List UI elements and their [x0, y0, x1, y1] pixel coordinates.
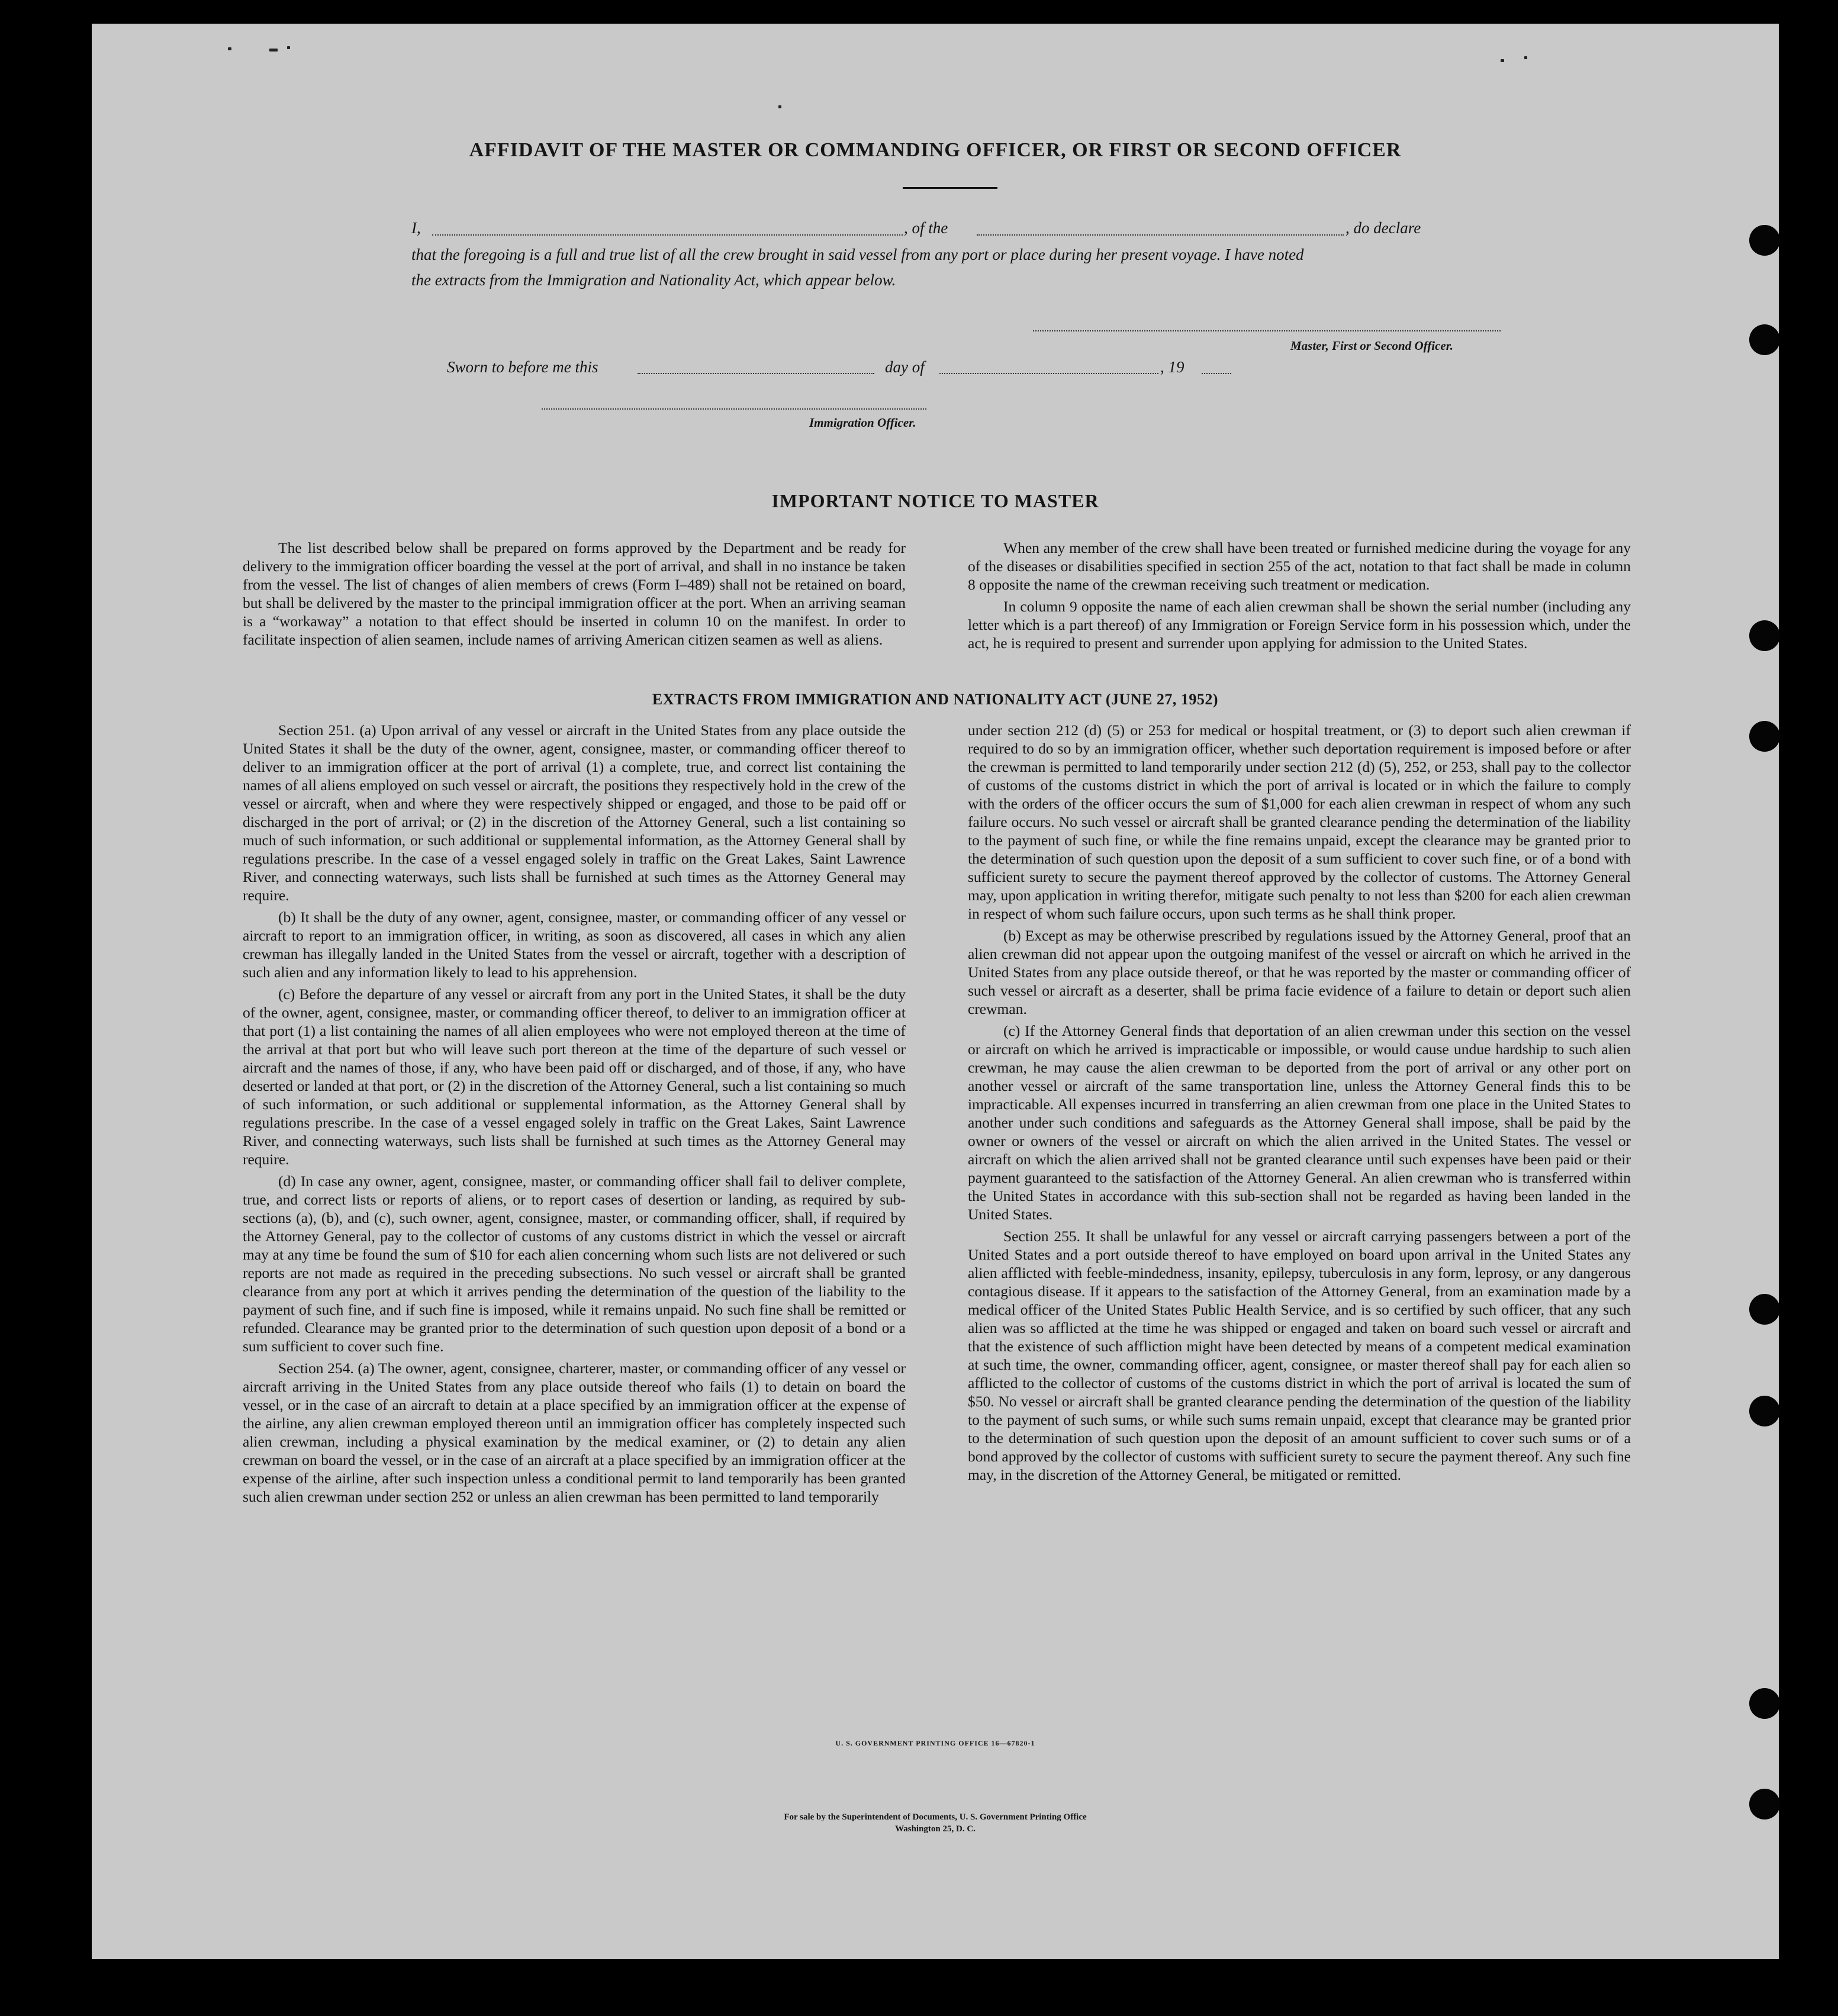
extract-section-251c: (c) Before the departure of any vessel or aircraft from any port in the United States, it shall be the duty of the owner, agent, consignee, master, or commanding officer thereof, to deliver to an immigration officer at that port (1) a list containing the names of all alien employees who were not employed thereon at the time of the arrival at that port but who will leave such port thereon at the time of the departure of such vessel or aircraft and the names of those, if any, who have been paid off or discharged, and of those, if any, who have deserted or landed at that port, or (2) in the discretion of the Attorney General, such a list containing so much of such information, or such additional or supplemental information, as the Attorney General shall by regulations prescribe. In the case of a vessel engaged solely in traffic on the Great Lakes, Saint Lawrence River, and connecting waterways, such lists shall be furnished at such times as the Attorney General may require.	[243, 986, 906, 1168]
affidavit-line-2: that the foregoing is a full and true list of all the crew brought in said vessel from any port or place during her present voyage. I have noted	[411, 246, 1304, 263]
sworn-year-field[interactable]	[1202, 373, 1231, 374]
notice-right-column	[968, 539, 1631, 656]
punch-hole	[1749, 1396, 1780, 1426]
extract-section-254a: Section 254. (a) The owner, agent, consignee, charterer, master, or commanding officer of any vessel or aircraft arriving in the United States from any place outside thereof who fails (1) to detain on board the vessel, or in the case of an aircraft to detain at a place specified by an immigration officer at the expense of the airline, any alien crewman employed thereon until an immigration officer has completely inspected such alien crewman, including a physical examination by the medical examiner, or (2) to detain any alien crewman on board the vessel, or in the case of an aircraft at a place specified by an immigration officer at the expense of the airline, after such inspection unless a conditional permit to land temporarily has been granted such alien crewman under section 252 or unless an alien crewman has been permitted to land temporarily	[243, 1360, 906, 1505]
declarant-name-field[interactable]	[432, 234, 903, 236]
affidavit-do-declare: , do declare	[1345, 219, 1421, 237]
notice-right-paragraph-2: In column 9 opposite the name of each alien crewman shall be shown the serial number (including any letter which is a part thereof) of any Immigration or Foreign Service form in his possession which, under the act, he is required to present and surrender upon applying for admission to the United States.	[968, 598, 1631, 652]
punch-hole	[1749, 225, 1780, 256]
immigration-officer-signature-field[interactable]	[542, 408, 926, 410]
sworn-day-field[interactable]	[638, 373, 874, 374]
vessel-name-field[interactable]	[977, 234, 1344, 236]
day-of-label: day of	[885, 358, 925, 376]
immigration-officer-label: Immigration Officer.	[809, 416, 916, 430]
document-page	[92, 24, 1779, 1959]
extracts-title: EXTRACTS FROM IMMIGRATION AND NATIONALITY ACT (JUNE 27, 1952)	[652, 691, 1219, 708]
extract-section-254c: (c) If the Attorney General finds that deportation of an alien crewman under this section on the vessel or aircraft on which he arrived is impracticable or impossible, or would cause undue hardship to such alien crewman, he may cause the alien crewman to be deported from the port of arrival or any other port on another vessel or aircraft of the same transportation line, unless the Attorney General finds this to be impracticable. All expenses incurred in transferring an alien crewman from one place in the United States to another under such conditions and safeguards as the Attorney General shall impose, shall be paid by the owner or owners of the vessel or aircraft on which the alien arrived in the United States. The vessel or aircraft on which the alien arrived shall not be granted clearance until such expenses have been paid or their payment guaranteed to the satisfaction of the Attorney General. An alien crewman who is transferred within the United States in accordance with this sub-section shall not be regarded as having been landed in the United States.	[968, 1022, 1631, 1223]
extract-section-255: Section 255. It shall be unlawful for any vessel or aircraft carrying passengers between a port of the United States and a port outside thereof to have employed on board upon arrival in the United States any alien afflicted with feeble-mindedness, insanity, epilepsy, tuberculosis in any form, leprosy, or any dangerous contagious disease. If it appears to the satisfaction of the Attorney General, from an examination made by a medical officer of the United States Public Health Service, and is so certified by such officer, that any such alien was so afflicted at the time he was shipped or engaged and taken on board such vessel or aircraft and that the existence of such affliction might have been detected by means of a competent medical examination at such time, the owner, commanding officer, agent, consignee, or master thereof shall pay for each alien so afflicted to the collector of customs of the customs district in which the port of arrival is located the sum of $50. No vessel or aircraft shall be granted clearance pending the determination of the question of the liability to the payment of such sums, or while such sums remain unpaid, except that clearance may be granted prior to the determination of such question upon the deposit of an amount sufficient to cover such sums or of a bond approved by the collector of customs with sufficient surety to secure the payment thereof. Any such fine may, in the discretion of the Attorney General, be mitigated or remitted.	[968, 1228, 1631, 1483]
scan-speck	[269, 49, 278, 51]
year-label: , 19	[1160, 358, 1184, 376]
printer-line: U. S. GOVERNMENT PRINTING OFFICE 16—67820-1	[835, 1739, 1035, 1747]
affidavit-i-label: I,	[411, 219, 421, 237]
affidavit-title: AFFIDAVIT OF THE MASTER OR COMMANDING OFFICER, OR FIRST OR SECOND OFFICER	[469, 139, 1402, 161]
footer-line-1: For sale by the Superintendent of Documents, U. S. Government Printing Office	[784, 1812, 1087, 1822]
punch-hole	[1749, 721, 1780, 752]
extract-section-254b: (b) Except as may be otherwise prescribed by regulations issued by the Attorney General, proof that an alien crewman did not appear upon the outgoing manifest of the vessel or aircraft on which he arrived in the United States from any place outside thereof, or that he was reported by the master or commanding officer of such vessel or aircraft as a deserter, shall be prima facie evidence of a failure to detain or deport such alien crewman.	[968, 927, 1631, 1017]
notice-left-paragraph: The list described below shall be prepared on forms approved by the Department and be ready for delivery to the immigration officer boarding the vessel at the port of arrival, and shall in no instance be taken from the vessel. The list of changes of alien members of crews (Form I–489) shall not be retained on board, but shall be delivered by the master to the principal immigration officer at the port. When an arriving seaman is a “workaway” a notation to that effect should be inserted in column 10 on the manifest. In order to facilitate inspection of alien seamen, include names of arriving American citizen seamen as well as aliens.	[243, 539, 906, 648]
affidavit-of-the: , of the	[904, 219, 948, 237]
extracts-left-column	[243, 721, 906, 1509]
punch-hole	[1749, 1294, 1780, 1325]
sworn-label: Sworn to before me this	[447, 358, 598, 376]
affidavit-line-3: the extracts from the Immigration and Nationality Act, which appear below.	[411, 271, 896, 289]
master-signature-label: Master, First or Second Officer.	[1290, 339, 1453, 353]
notice-title: IMPORTANT NOTICE TO MASTER	[771, 490, 1099, 511]
extract-section-251a: Section 251. (a) Upon arrival of any vessel or aircraft in the United States from any place outside the United States it shall be the duty of the owner, agent, consignee, master, or commanding officer thereof to deliver to an immigration officer at the port of arrival (1) a complete, true, and correct list containing the names of all aliens employed on such vessel or aircraft, the positions they respectively hold in the crew of the vessel or aircraft, when and where they were respectively shipped or engaged, and those to be paid off or discharged in the port of arrival; or (2) in the discretion of the Attorney General, such a list containing so much of such information, or such additional or supplemental information, as the Attorney General shall by regulations prescribe. In the case of a vessel engaged solely in traffic on the Great Lakes, Saint Lawrence River, and connecting waterways, such lists shall be furnished at such times as the Attorney General may require.	[243, 722, 906, 904]
extract-section-251b: (b) It shall be the duty of any owner, agent, consignee, master, or commanding officer of any vessel or aircraft to report to an immigration officer, in writing, as soon as discovered, all cases in which any alien crewman has illegally landed in the United States from the vessel or aircraft, together with a description of such alien and any information likely to lead to his apprehension.	[243, 909, 906, 981]
extract-section-251d: (d) In case any owner, agent, consignee, master, or commanding officer shall fail to deliver complete, true, and correct lists or reports of aliens, or to report cases of desertion or landing, as required by sub-sections (a), (b), and (c), such owner, agent, consignee, master, or commanding officer, shall, if required by the Attorney General, pay to the collector of customs of any customs district in which the vessel or aircraft may at any time be found the sum of $10 for each alien concerning whom such lists are not delivered or such reports are not made as required in the preceding subsections. No such vessel or aircraft shall be granted clearance from any port at which it arrives pending the determination of the question of the liability to the payment of such fine, and if such fine is imposed, while it remains unpaid. No such fine shall be remitted or refunded. Clearance may be granted prior to the determination of such question upon deposit of a bond or a sum sufficient to cover such fine.	[243, 1173, 906, 1355]
scan-speck	[287, 46, 290, 49]
scan-speck	[1524, 56, 1527, 59]
scan-speck	[228, 47, 231, 50]
master-signature-field[interactable]	[1033, 330, 1501, 331]
scan-speck	[778, 105, 781, 108]
extracts-right-column	[968, 721, 1631, 1487]
sworn-month-field[interactable]	[939, 373, 1158, 374]
notice-right-paragraph-1: When any member of the crew shall have been treated or furnished medicine during the voyage for any of the diseases or disabilities specified in section 255 of the act, notation to that fact shall be made in column 8 opposite the name of the crewman receiving such treatment or medication.	[968, 539, 1631, 593]
extract-section-254a-cont: under section 212 (d) (5) or 253 for medical or hospital treatment, or (3) to deport such alien crewman if required to do so by an immigration officer, whether such deportation requirement is imposed before or after the crewman is permitted to land temporarily under section 212 (d) (5), 252, or 253, shall pay to the collector of customs of the customs district in which the port of arrival is located or in which the failure to comply with the orders of the officer occurs the sum of $1,000 for each alien crewman in respect of whom any such failure occurs. No such vessel or aircraft shall be granted clearance pending the determination of the liability to the payment of such fine, or while the fine remains unpaid, except the clearance may be granted prior to the determination of such question upon the deposit of a sum sufficient to cover such fine, or of a bond with sufficient surety to secure the payment thereof approved by the collector of customs. The Attorney General may, upon application in writing therefor, mitigate such penalty to not less than $200 for each alien crewman in respect of whom such failure occurs, upon such terms as he shall think proper.	[968, 722, 1631, 922]
footer-line-2: Washington 25, D. C.	[895, 1824, 976, 1834]
notice-left-column	[243, 539, 906, 652]
title-rule	[903, 187, 997, 189]
punch-hole	[1749, 324, 1780, 355]
punch-hole	[1749, 620, 1780, 651]
punch-hole	[1749, 1688, 1780, 1719]
scan-speck	[1501, 59, 1504, 62]
